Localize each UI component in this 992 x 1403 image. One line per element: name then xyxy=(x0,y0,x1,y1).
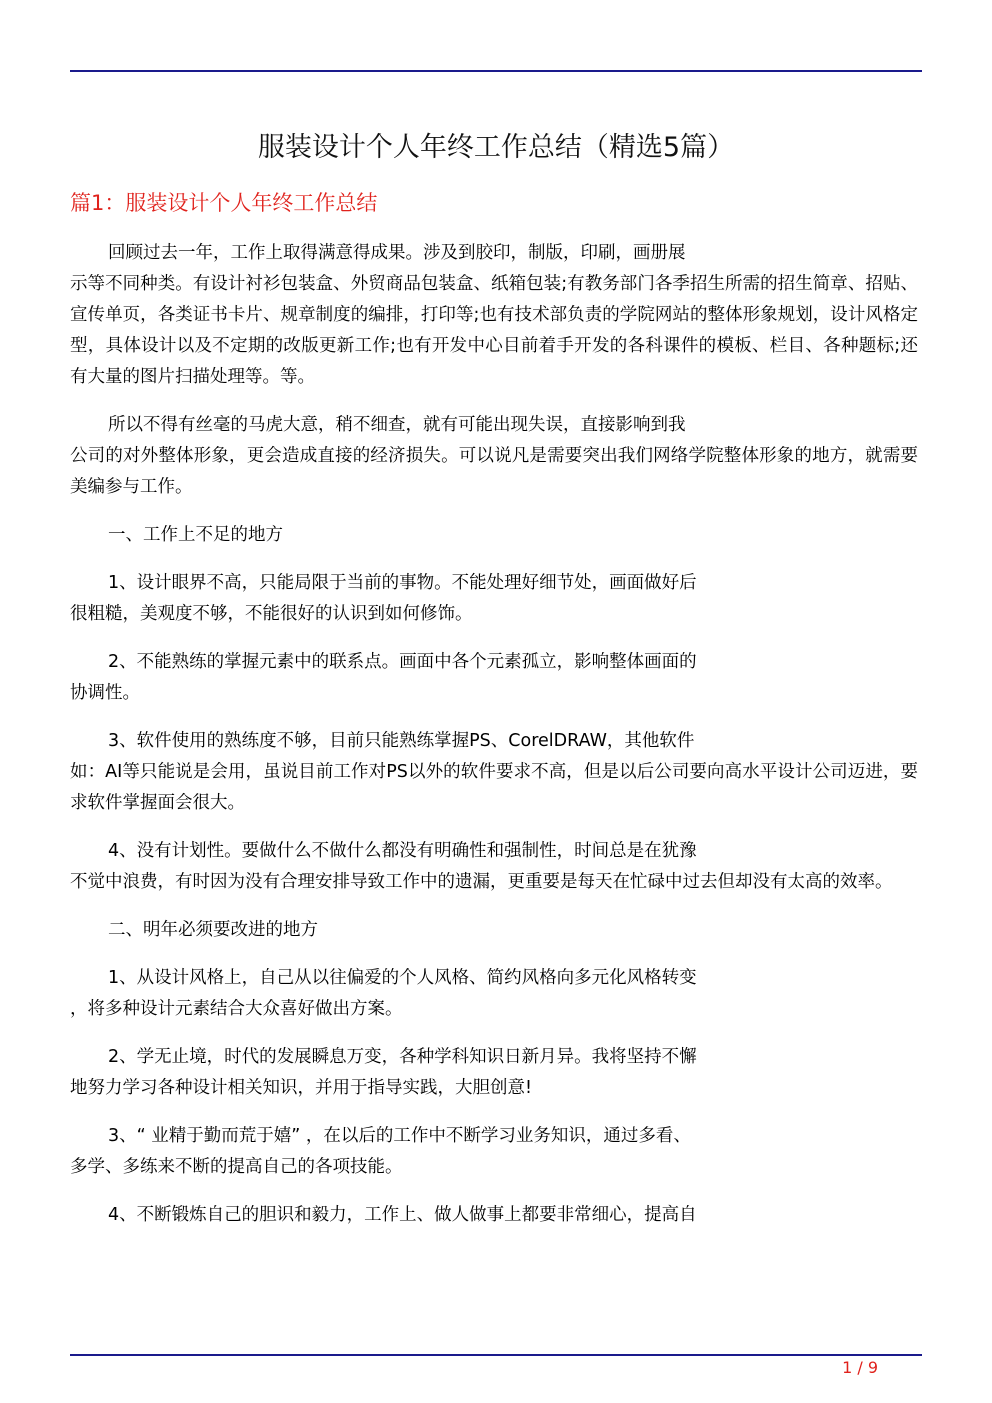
improvement-2 xyxy=(70,1042,918,1104)
paragraph-1-first-line: 回顾过去一年，工作上取得满意得成果。涉及到胶印，制版，印刷，画册展 xyxy=(108,243,686,263)
improvement-2-first-line: 2、学无止境，时代的发展瞬息万变，各种学科知识日新月异。我将坚持不懈 xyxy=(108,1047,697,1067)
paragraph-2-first-line: 所以不得有丝毫的马虎大意，稍不细查，就有可能出现失误，直接影响到我 xyxy=(108,415,686,435)
improvement-1 xyxy=(70,963,918,1025)
shortcoming-4 xyxy=(70,836,918,898)
shortcoming-2 xyxy=(70,647,918,709)
shortcoming-2-rest: 协调性。 xyxy=(70,683,140,703)
page-number: 1 / 9 xyxy=(842,1358,878,1377)
shortcoming-1-rest: 很粗糙，美观度不够，不能很好的认识到如何修饰。 xyxy=(70,604,473,624)
document-body xyxy=(70,238,918,1248)
shortcoming-3-rest: 如：AI等只能说是会用，虽说目前工作对PS以外的软件要求不高，但是以后公司要向高水平设计公司迈进，要求软件掌握面会很大。 xyxy=(70,762,918,813)
improvement-3-rest: 多学、多练来不断的提高自己的各项技能。 xyxy=(70,1157,403,1177)
heading-improvements: 二、明年必须要改进的地方 xyxy=(108,920,318,940)
shortcoming-4-first-line: 4、没有计划性。要做什么不做什么都没有明确性和强制性，时间总是在犹豫 xyxy=(108,841,697,861)
shortcoming-3 xyxy=(70,726,918,819)
shortcoming-1 xyxy=(70,568,918,630)
document-title: 服装设计个人年终工作总结（精选5篇） xyxy=(257,132,735,163)
paragraph-1 xyxy=(70,238,918,393)
shortcoming-4-rest: 不觉中浪费，有时因为没有合理安排导致工作中的遗漏，更重要是每天在忙碌中过去但却没有太高的效率。 xyxy=(70,872,893,892)
section-heading: 篇1：服装设计个人年终工作总结 xyxy=(70,191,378,215)
paragraph-1-rest: 示等不同种类。有设计衬衫包装盒、外贸商品包装盒、纸箱包装;有教务部门各季招生所需的招生简章、招贴、宣传单页，各类证书卡片、规章制度的编排，打印等;也有技术部负责的学院网站的整体形象规划，设计风格定型，具体设计以及不定期的改版更新工作;也有开发中心目前着手开发的各科课件的模板、栏目、各种题标;还有大量的图片扫描处理等。等。 xyxy=(70,274,918,387)
footer-rule xyxy=(70,1354,922,1356)
improvement-4 xyxy=(70,1200,918,1231)
shortcoming-1-first-line: 1、设计眼界不高，只能局限于当前的事物。不能处理好细节处，画面做好后 xyxy=(108,573,697,593)
paragraph-2 xyxy=(70,410,918,503)
shortcoming-3-first-line: 3、软件使用的熟练度不够，目前只能熟练掌握PS、CorelDRAW，其他软件 xyxy=(108,731,695,751)
shortcoming-2-first-line: 2、不能熟练的掌握元素中的联系点。画面中各个元素孤立，影响整体画面的 xyxy=(108,652,697,672)
improvement-2-rest: 地努力学习各种设计相关知识，并用于指导实践，大胆创意! xyxy=(70,1078,533,1098)
improvement-4-first-line: 4、不断锻炼自己的胆识和毅力，工作上、做人做事上都要非常细心，提高自 xyxy=(108,1205,697,1225)
improvement-3 xyxy=(70,1121,918,1183)
improvement-1-first-line: 1、从设计风格上，自己从以往偏爱的个人风格、简约风格向多元化风格转变 xyxy=(108,968,697,988)
paragraph-2-rest: 公司的对外整体形象，更会造成直接的经济损失。可以说凡是需要突出我们网络学院整体形象的地方，就需要美编参与工作。 xyxy=(70,446,918,497)
header-rule xyxy=(70,70,922,72)
heading-shortcomings: 一、工作上不足的地方 xyxy=(108,525,283,545)
improvement-3-first-line: 3、“ 业精于勤而荒于嬉” ，在以后的工作中不断学习业务知识，通过多看、 xyxy=(108,1126,691,1146)
improvement-1-rest: ，将多种设计元素结合大众喜好做出方案。 xyxy=(70,999,403,1019)
